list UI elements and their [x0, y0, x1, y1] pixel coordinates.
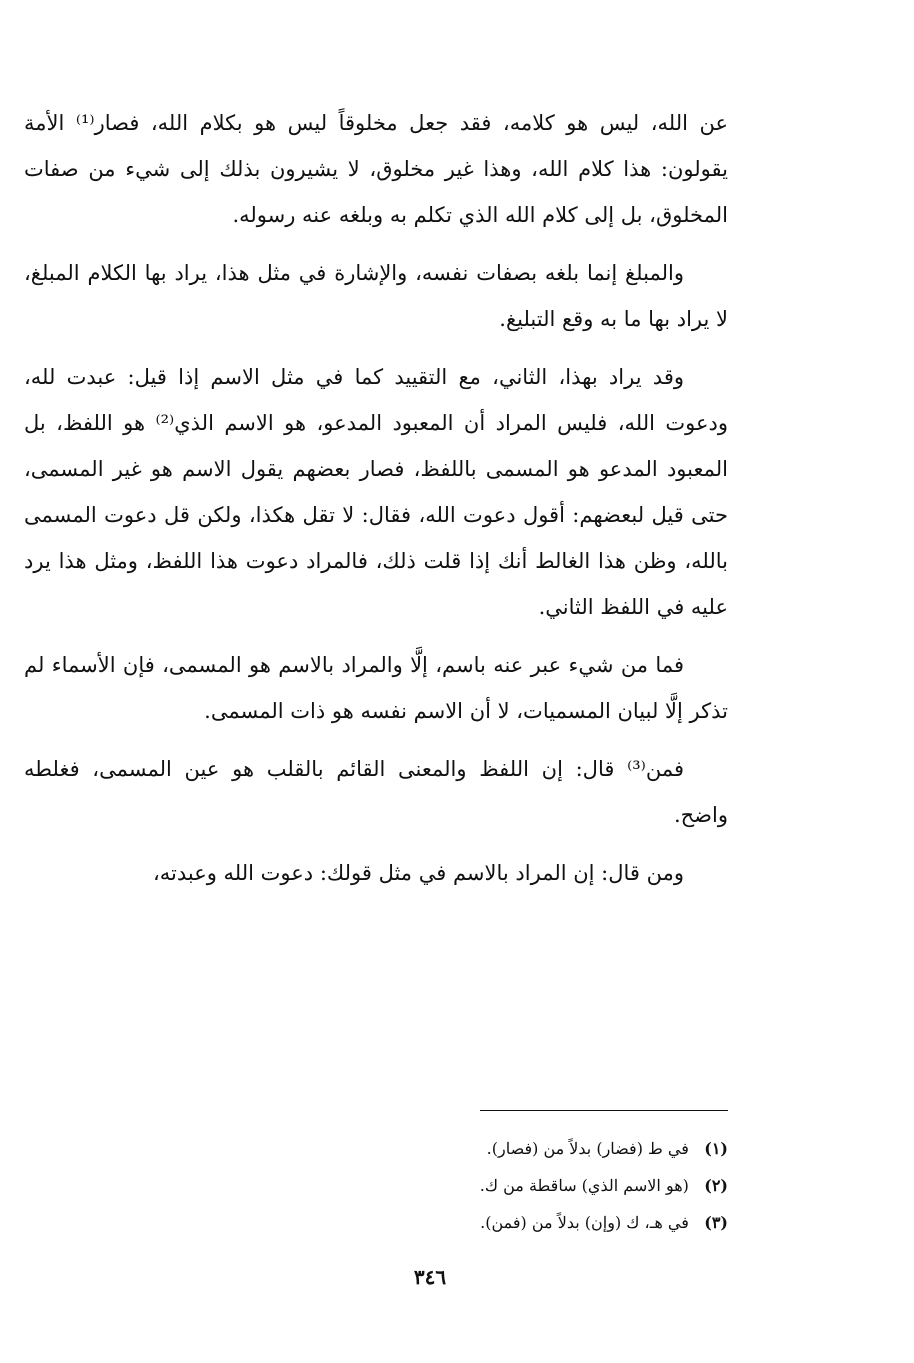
footnote-number: (١)	[704, 1139, 728, 1158]
footnote-text: في هـ، ك (وإن) بدلاً من (فمن).	[480, 1213, 689, 1232]
paragraph-3: وقد يراد بهذا، الثاني، مع التقييد كما في مثل الاسم إذا قيل: عبدت لله، ودعوت الله، فليس المراد أن المعبود المدعو، هو الاسم الذي⁽²⁾ هو اللفظ، بل المعبود المدعو هو المسمى باللفظ، فصار بعضهم يقول الاسم هو غير المسمى، حتى قيل لبعضهم: أقول دعوت الله، فقال: لا تقل هكذا، ولكن قل دعوت المسمى بالله، وظن هذا الغالط أنك إذا قلت ذلك، فالمراد دعوت هذا اللفظ، ومثل هذا يرد عليه في اللفظ الثاني.	[24, 365, 728, 619]
footnote-1	[24, 1130, 728, 1167]
main-text	[24, 100, 728, 896]
footnote-3	[24, 1204, 728, 1241]
page-number: ٣٤٦	[413, 1265, 447, 1289]
footnote-2	[24, 1167, 728, 1204]
paragraph-4: فما من شيء عبر عنه باسم، إلَّا والمراد بالاسم هو المسمى، فإن الأسماء لم تذكر إلَّا لبيان المسميات، لا أن الاسم نفسه هو ذات المسمى.	[24, 653, 728, 723]
book-page	[24, 100, 728, 1310]
footnote-divider	[480, 1110, 728, 1111]
footnote-text: في ط (فضار) بدلاً من (فصار).	[486, 1139, 689, 1158]
footnotes	[24, 1130, 728, 1241]
footnote-number: (٢)	[704, 1176, 728, 1195]
footnote-text: (هو الاسم الذي) ساقطة من ك.	[479, 1176, 689, 1195]
paragraph-2: والمبلغ إنما بلغه بصفات نفسه، والإشارة في مثل هذا، يراد بها الكلام المبلغ، لا يراد بها ما به وقع التبليغ.	[24, 261, 728, 331]
paragraph-1: عن الله، ليس هو كلامه، فقد جعل مخلوقاً ليس هو بكلام الله، فصار⁽¹⁾ الأمة يقولون: هذا كلام الله، وهذا غير مخلوق، لا يشيرون بذلك إلى شيء من صفات المخلوق، بل إلى كلام الله الذي تكلم به وبلغه عنه رسوله.	[24, 111, 728, 227]
paragraph-6: ومن قال: إن المراد بالاسم في مثل قولك: دعوت الله وعبدته،	[152, 861, 684, 885]
paragraph-5: فمن⁽³⁾ قال: إن اللفظ والمعنى القائم بالقلب هو عين المسمى، فغلطه واضح.	[24, 757, 728, 827]
footnote-number: (٣)	[704, 1213, 728, 1232]
